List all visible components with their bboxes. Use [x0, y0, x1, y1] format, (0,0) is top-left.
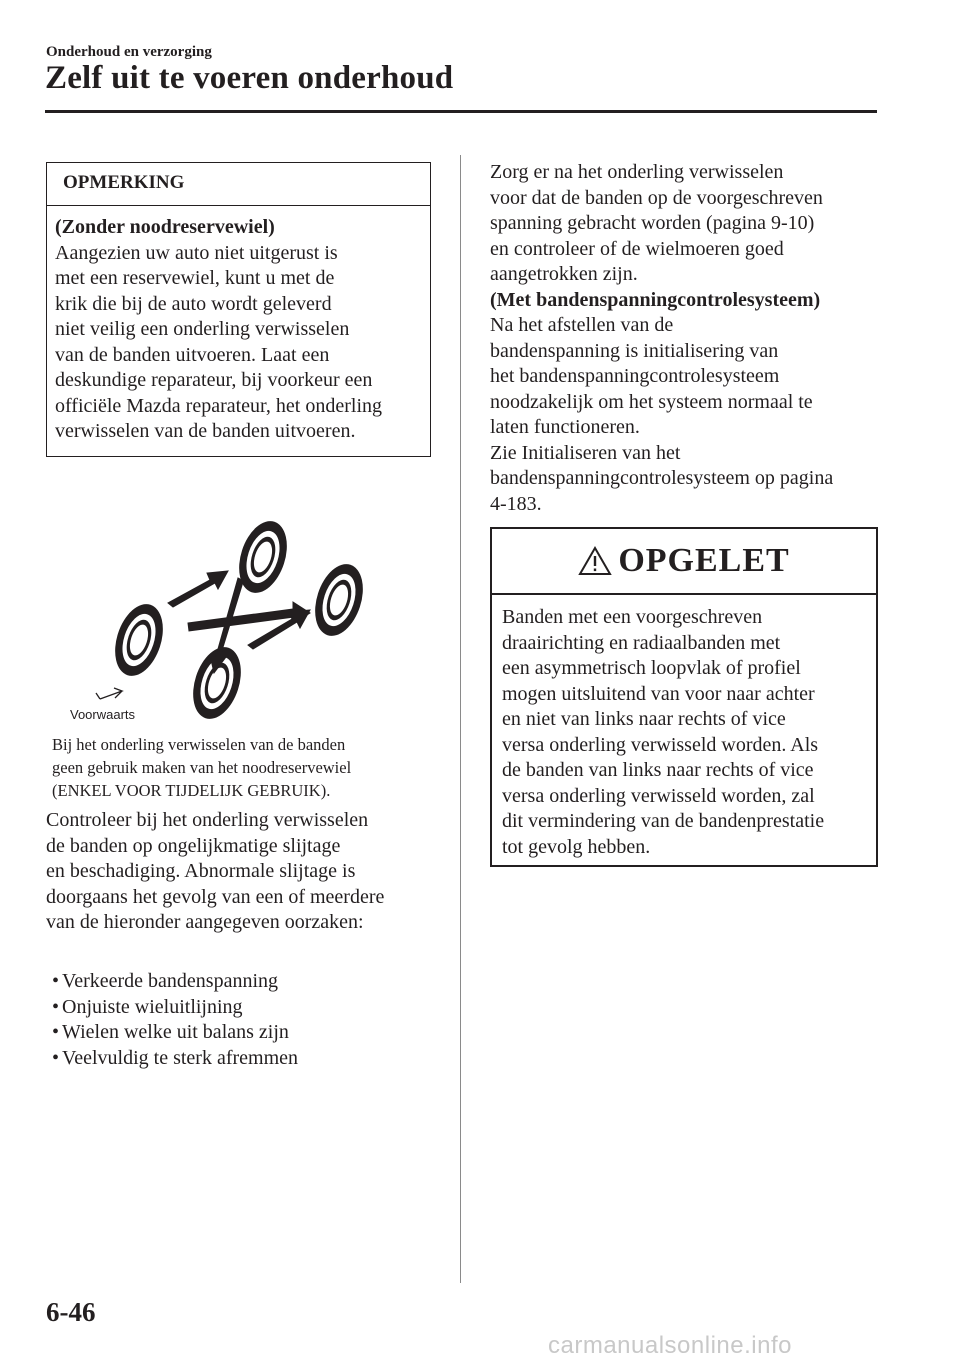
body-line: de banden op ongelijkmatige slijtage	[46, 834, 341, 857]
title-rule	[45, 110, 877, 113]
warning-line: versa onderling verwisseld worden. Als	[502, 733, 819, 756]
page-number: 6-46	[46, 1297, 96, 1327]
caption-line: geen gebruik maken van het noodreservewiel	[52, 758, 352, 777]
list-item-text: Veelvuldig te sterk afremmen	[62, 1046, 299, 1069]
warning-line: een asymmetrisch loopvlak of profiel	[502, 657, 801, 679]
body-line: van de hieronder aangegeven oorzaken:	[46, 911, 364, 933]
watermark: carmanualsonline.info	[548, 1332, 792, 1359]
warning-line: tot gevolg hebben.	[502, 835, 651, 858]
page-title: Zelf uit te voeren onderhoud	[45, 60, 454, 96]
warning-heading: OPGELET	[618, 542, 790, 579]
note-box	[46, 162, 431, 457]
arrow-icon	[188, 602, 310, 631]
warning-header	[492, 529, 876, 595]
body-line: voor dat de banden op de voorgeschreven	[490, 186, 823, 209]
forward-arrow-icon	[96, 688, 122, 699]
body-line: het bandenspanningcontrolesysteem	[490, 365, 780, 387]
tire-rotation-figure	[60, 505, 400, 730]
caption-line: (ENKEL VOOR TIJDELIJK GEBRUIK).	[52, 781, 331, 800]
note-line: Aangezien uw auto niet uitgerust is	[55, 241, 338, 264]
body-line: en beschadiging. Abnormale slijtage is	[46, 860, 356, 882]
caption-line: Bij het onderling verwisselen van de banden	[52, 735, 346, 754]
list-item-text: Wielen welke uit balans zijn	[62, 1021, 289, 1043]
warning-triangle-icon	[578, 546, 612, 576]
list-item	[52, 1020, 452, 1046]
figure-caption	[52, 733, 447, 802]
note-subheading: (Zonder noodreservewiel)	[55, 216, 275, 238]
warning-line: en niet van links naar rechts of vice	[502, 708, 786, 730]
warning-body	[492, 595, 876, 860]
note-body	[47, 206, 430, 445]
forward-label: Voorwaarts	[70, 707, 136, 722]
tire-front-left	[107, 598, 172, 682]
body-subheading: (Met bandenspanningcontrolesysteem)	[490, 288, 821, 311]
body-line: en controleer of de wielmoeren goed	[490, 237, 784, 260]
warning-line: draairichting en radiaalbanden met	[502, 631, 781, 654]
arrow-icon	[168, 571, 228, 607]
note-line: met een reservewiel, kunt u met de	[55, 267, 335, 289]
body-line: Zie Initialiseren van het	[490, 441, 681, 464]
list-item-text: Verkeerde bandenspanning	[62, 970, 279, 992]
warning-line: mogen uitsluitend van voor naar achter	[502, 682, 815, 705]
note-line: krik die bij de auto wordt geleverd	[55, 292, 332, 315]
warning-box	[490, 527, 878, 867]
body-line: 4-183.	[490, 492, 542, 515]
left-body-text	[46, 808, 451, 936]
section-label: Onderhoud en verzorging	[46, 44, 212, 60]
column-divider	[460, 155, 461, 1283]
note-line: niet veilig een onderling verwisselen	[55, 318, 350, 340]
list-item-text: Onjuiste wieluitlijning	[62, 995, 243, 1018]
note-heading: OPMERKING	[47, 163, 430, 206]
warning-line: dit vermindering van de bandenprestatie	[502, 810, 825, 832]
body-line: laten functioneren.	[490, 416, 640, 438]
list-item	[52, 969, 452, 995]
body-line: bandenspanningcontrolesysteem op pagina	[490, 467, 834, 489]
list-item	[52, 995, 452, 1021]
right-body-text	[490, 160, 885, 517]
warning-line: de banden van links naar rechts of vice	[502, 759, 814, 781]
cause-list	[52, 969, 452, 1071]
body-line: spanning gebracht worden (pagina 9-10)	[490, 212, 815, 234]
body-line: doorgaans het gevolg van een of meerdere	[46, 885, 385, 908]
rotation-arrows	[168, 571, 310, 673]
note-line: verwisselen van de banden uitvoeren.	[55, 420, 356, 442]
warning-line: Banden met een voorgeschreven	[502, 606, 763, 628]
note-line: officiële Mazda reparateur, het onderling	[55, 394, 383, 417]
body-line: bandenspanning is initialisering van	[490, 339, 779, 362]
body-line: noodzakelijk om het systeem normaal te	[490, 390, 813, 413]
note-line: deskundige reparateur, bij voorkeur een	[55, 369, 373, 391]
body-line: Na het afstellen van de	[490, 314, 674, 336]
body-line: aangetrokken zijn.	[490, 263, 638, 285]
warning-line: versa onderling verwisseld worden, zal	[502, 784, 815, 807]
body-line: Controleer bij het onderling verwisselen	[46, 809, 369, 831]
tire-rear-right	[307, 558, 372, 642]
body-line: Zorg er na het onderling verwisselen	[490, 161, 784, 183]
note-line: van de banden uitvoeren. Laat een	[55, 343, 330, 366]
list-item	[52, 1046, 452, 1072]
